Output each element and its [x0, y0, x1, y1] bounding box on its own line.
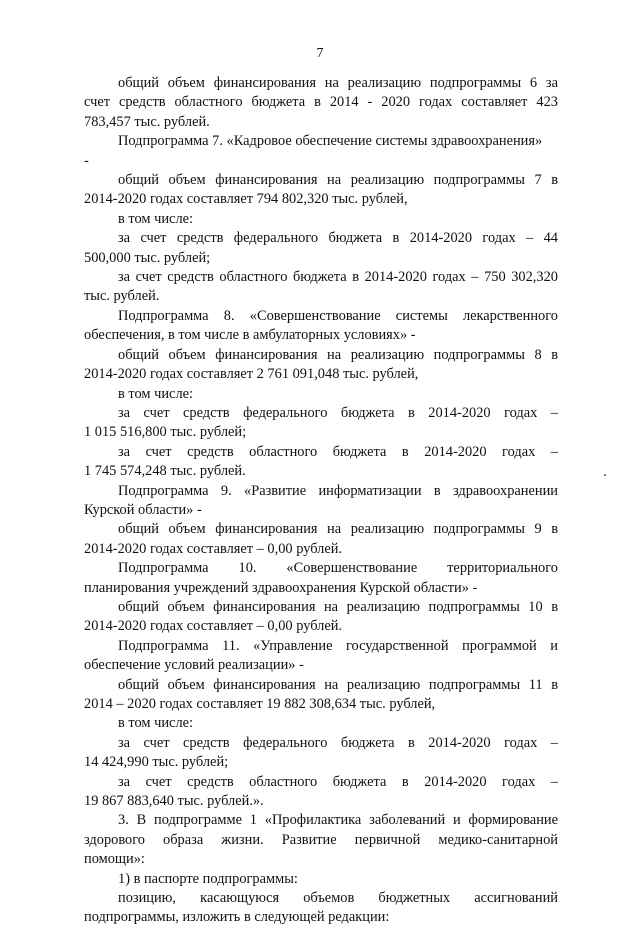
- text-line: за счет средств федерального бюджета в 2014-2020 годах – 44: [118, 230, 558, 247]
- text-line: за счет средств областного бюджета в 2014-2020 годах –: [118, 443, 558, 460]
- text-line: обеспечения, в том числе в амбулаторных условиях» -: [84, 327, 416, 344]
- text-line: позицию, касающуюся объемов бюджетных ассигнований: [118, 890, 558, 907]
- scan-speck: [604, 474, 606, 476]
- text-line: 2014-2020 годах составляет – 0,00 рублей.: [84, 540, 343, 557]
- text-line: общий объем финансирования на реализацию подпрограммы 10 в: [118, 598, 558, 615]
- text-line: 1 015 516,800 тыс. рублей;: [84, 424, 247, 441]
- text-line: Подпрограмма 7. «Кадровое обеспечение системы здравоохранения»: [118, 133, 543, 150]
- text-line: в том числе:: [118, 715, 194, 732]
- document-body: [84, 74, 558, 928]
- text-line: в том числе:: [118, 385, 194, 402]
- text-line: 19 867 883,640 тыс. рублей.».: [84, 793, 264, 810]
- text-line: общий объем финансирования на реализацию подпрограммы 8 в: [118, 346, 558, 363]
- text-line: 500,000 тыс. рублей;: [84, 249, 211, 266]
- text-line: Подпрограмма 10. «Совершенствование территориального: [118, 560, 558, 577]
- text-line: 2014-2020 годах составляет 2 761 091,048 тыс. рублей,: [84, 366, 419, 383]
- text-line: Подпрограмма 11. «Управление государственной программой и: [118, 637, 558, 654]
- text-line: 1) в паспорте подпрограммы:: [118, 870, 298, 887]
- text-line: подпрограммы, изложить в следующей редакции:: [84, 909, 390, 926]
- text-line: общий объем финансирования на реализацию подпрограммы 6 за: [118, 75, 558, 91]
- text-line: за счет средств федерального бюджета в 2014-2020 годах –: [118, 734, 558, 751]
- text-line: 3. В подпрограмме 1 «Профилактика заболеваний и формирование: [118, 812, 558, 829]
- text-line: Подпрограмма 9. «Развитие информатизации в здравоохранении: [118, 482, 558, 499]
- text-line: за счет средств областного бюджета в 2014-2020 годах –: [118, 773, 558, 790]
- text-line: за счет средств федерального бюджета в 2014-2020 годах –: [118, 404, 558, 421]
- text-line: 1 745 574,248 тыс. рублей.: [84, 463, 246, 480]
- text-line: помощи»:: [84, 851, 145, 868]
- text-line: здорового образа жизни. Развитие первичной медико-санитарной: [84, 831, 558, 848]
- text-line: Курской области» -: [84, 501, 202, 518]
- text-line: в том числе:: [118, 210, 194, 227]
- text-line: обеспечение условий реализации» -: [84, 657, 304, 674]
- text-line: 783,457 тыс. рублей.: [84, 113, 210, 130]
- text-line: общий объем финансирования на реализацию подпрограммы 9 в: [118, 521, 558, 538]
- text-line: тыс. рублей.: [84, 288, 160, 305]
- text-line: общий объем финансирования на реализацию подпрограммы 11 в: [118, 676, 558, 693]
- text-line: 14 424,990 тыс. рублей;: [84, 754, 229, 771]
- text-line: 2014 – 2020 годах составляет 19 882 308,634 тыс. рублей,: [84, 696, 436, 712]
- text-line: 2014-2020 годах составляет 794 802,320 тыс. рублей,: [84, 191, 408, 208]
- text-line: счет средств областного бюджета в 2014 - 2020 годах составляет 423: [84, 94, 558, 111]
- text-line: планирования учреждений здравоохранения Курской области» -: [84, 579, 478, 596]
- text-line: 2014-2020 годах составляет – 0,00 рублей.: [84, 618, 343, 635]
- page-number: 7: [316, 46, 324, 61]
- text-line: Подпрограмма 8. «Совершенствование системы лекарственного: [118, 307, 558, 324]
- text-line: -: [84, 152, 89, 169]
- text-line: за счет средств областного бюджета в 2014-2020 годах – 750 302,320: [118, 269, 558, 286]
- text-line: общий объем финансирования на реализацию подпрограммы 7 в: [118, 172, 558, 189]
